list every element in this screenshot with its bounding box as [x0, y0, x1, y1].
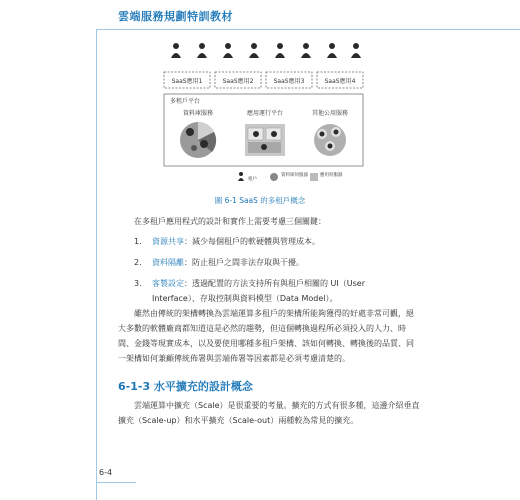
list-item — [134, 255, 414, 270]
list-text: ：透過配置的方法支持所有與租戶相關的 UI（User Interface）、存取控制與資料模型（Data Model）。 — [152, 279, 365, 303]
legend-label: 資料庫伺服器 — [281, 173, 308, 178]
legend-label: 應用伺服器 — [320, 173, 343, 178]
saas-app-label: SaaS應用1 — [171, 78, 203, 85]
component-label: 資料庫服務 — [182, 110, 214, 117]
runtime-platform-graphic — [245, 124, 285, 156]
tenant-legend-icon — [238, 172, 244, 181]
list-text: ：減少每個租戶的軟硬體與管理成本。 — [184, 237, 320, 246]
intro-paragraph: 在多租戶應用程式的設計和實作上需要考慮三個關鍵： — [134, 217, 326, 226]
saas-app-label: SaaS應用4 — [324, 78, 356, 85]
multi-tenant-diagram — [160, 40, 370, 190]
tenant-icons-row — [171, 43, 361, 58]
list-term: 資料隔離 — [152, 258, 184, 267]
header-rule — [96, 29, 520, 30]
list-item — [134, 276, 414, 306]
db-server-legend-icon — [270, 173, 278, 181]
component-label: 其他公用服務 — [311, 110, 349, 117]
component-label: 應用運行平台 — [246, 110, 284, 117]
list-item — [134, 234, 414, 249]
body-paragraph-2: 雲端運算中擴充（Scale）是很重要的考量。擴充的方式有很多種，這邊介紹垂直擴充（Scale-up）和水平擴充（Scale-out）兩種較為常見的擴充。 — [118, 401, 420, 425]
list-number: 3. — [134, 279, 142, 288]
platform-label: 多租戶平台 — [170, 98, 201, 105]
legend-label: 租戶 — [248, 177, 257, 182]
list-term: 客製設定 — [152, 279, 184, 288]
saas-app-label: SaaS應用2 — [222, 78, 254, 85]
list-text: ：防止租戶之間非法存取與干擾。 — [184, 258, 304, 267]
other-services-graphic — [314, 124, 346, 156]
list-number: 2. — [134, 258, 142, 267]
list-number: 1. — [134, 237, 142, 246]
page-number: 6-4 — [99, 468, 113, 477]
saas-app-label: SaaS應用3 — [273, 78, 305, 85]
page-number-rule — [96, 482, 136, 483]
figure-caption: 圖 6-1 SaaS 的多租戶概念 — [214, 196, 306, 205]
app-server-legend-icon — [310, 173, 318, 181]
margin-rule — [96, 29, 97, 500]
diagram-legend — [238, 171, 343, 182]
section-heading: 6-1-3 水平擴充的設計概念 — [118, 380, 253, 393]
list-term: 資源共享 — [152, 237, 184, 246]
key-considerations-list — [134, 234, 414, 312]
database-service-graphic — [180, 122, 216, 158]
running-header-title: 雲端服務規劃特訓教材 — [118, 10, 233, 23]
body-paragraph: 雖然由傳統的架構轉換為雲端運算多租戶的架構所能夠獲得的好處非常可觀，絕大多數的軟體廠商都知道這是必然的趨勢，但這個轉換過程所必須投入的人力、時間、金錢等現實成本，以及要使用哪種多租戶架構、該如何轉換、轉換後的品質、同一架構如何兼顧傳統佈署與雲端佈署等因素都是必須考慮清楚的。 — [118, 309, 414, 363]
saas-app-boxes — [164, 72, 363, 88]
